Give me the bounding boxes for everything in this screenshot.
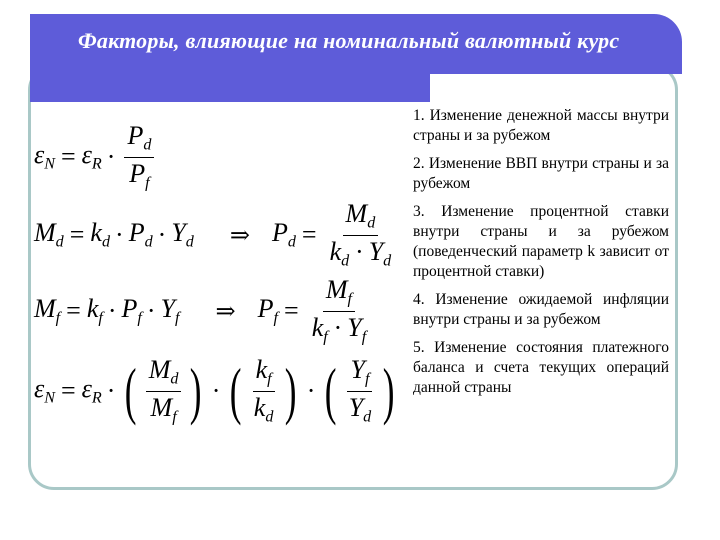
formula-domestic-money: $M_d$ = $k_d$ · $P_d$ · $Y_d$ ⇒ $P_d$ = $\frac{M_d}{k_d \cdot Y_d}$ — [34, 199, 392, 270]
formula-foreign-money: $M_f$ = $k_f$ · $P_f$ · $Y_f$ ⇒ $P_f$ = $\frac{M_f}{k_f \cdot Y_f}$ — [34, 275, 367, 346]
formula-nominal-rate-expanded: $\varepsilon_N$ = $\varepsilon_R$ · ( $\frac{M_d}{M_f}$ ) · ( $\frac{k_f}{k_d}$ ) · ( $\frac{Y_f}{Y_d}$ ) — [34, 355, 395, 427]
factor-gdp: 2. Изменение ВВП внутри страны и за рубежом — [413, 155, 669, 192]
factors-list — [413, 106, 669, 406]
factor-balance-of-payments: 5. Изменение состояния платежного баланса и счета текущих операций данной страны — [413, 339, 669, 396]
factor-expected-inflation: 4. Изменение ожидаемой инфляции внутри страны и за рубежом — [413, 291, 669, 328]
factor-interest-rate: 3. Изменение процентной ставки внутри страны и за рубежом (поведенческий параметр k зависит от процентной ставки) — [413, 203, 669, 280]
slide-title: Факторы, влияющие на номинальный валютный курс — [78, 28, 620, 53]
title-bar-lower — [30, 74, 430, 102]
formula-nominal-rate: $\varepsilon_N$ = $\varepsilon_R$ · $\frac{P_d}{P_f}$ — [34, 122, 158, 192]
factor-money-supply: 1. Изменение денежной массы внутри страны и за рубежом — [413, 107, 669, 144]
